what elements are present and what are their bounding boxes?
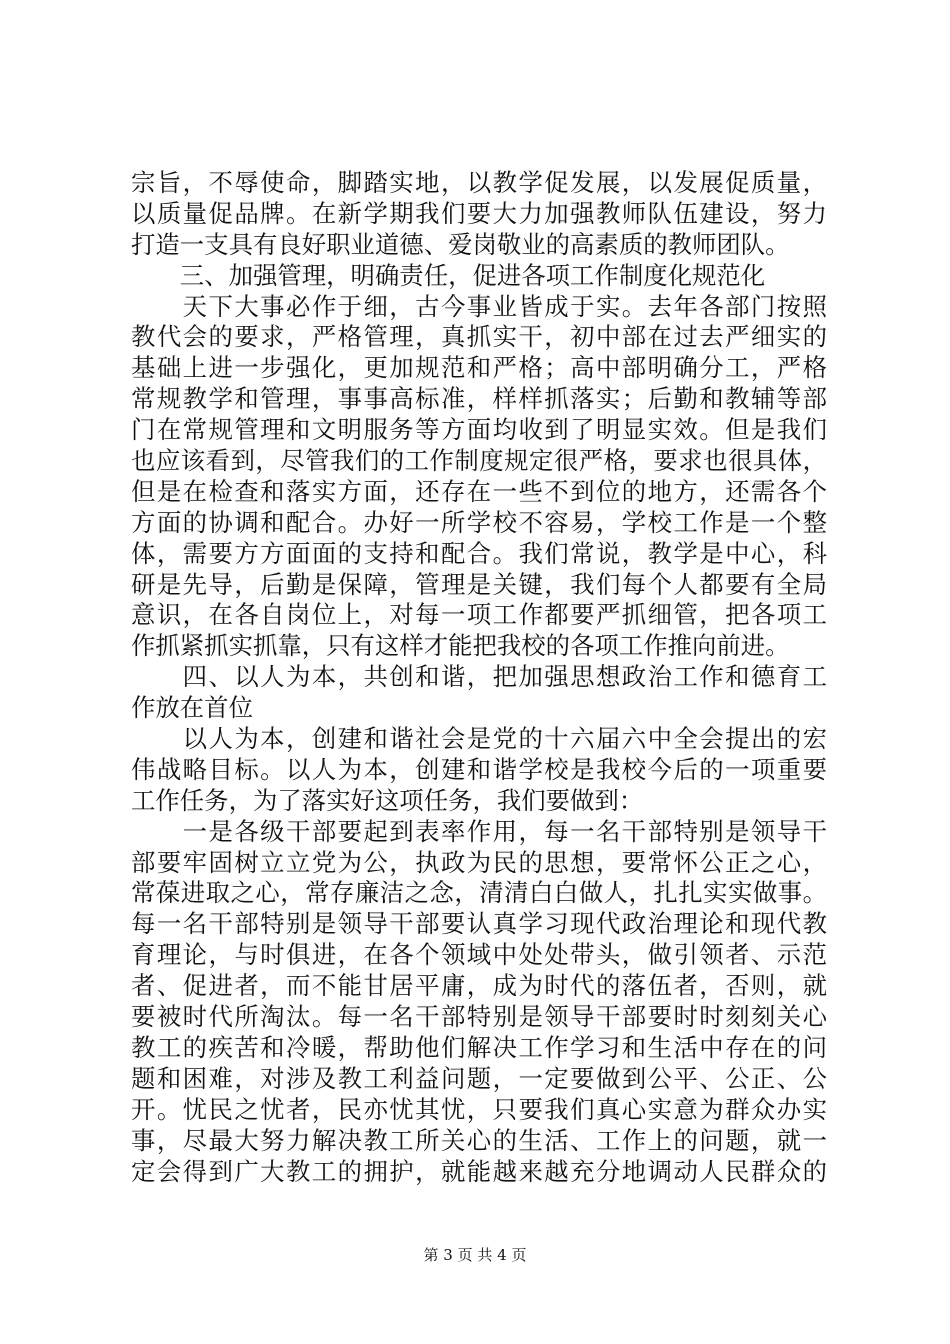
text-line: 开。忧民之忧者，民亦忧其忧，只要我们真心实意为群众办实 — [131, 1094, 827, 1124]
text-line: 以质量促品牌。在新学期我们要大力加强教师队伍建设，努力 — [131, 198, 827, 228]
text-line: 但是在检查和落实方面，还存在一些不到位的地方，还需各个 — [131, 476, 827, 506]
text-line: 也应该看到，尽管我们的工作制度规定很严格，要求也很具体， — [131, 446, 827, 476]
text-line: 门在常规管理和文明服务等方面均收到了明显实效。但是我们 — [131, 415, 827, 445]
text-line: 定会得到广大教工的拥护，就能越来越充分地调动人民群众的 — [131, 1156, 827, 1186]
text-line: 方面的协调和配合。办好一所学校不容易，学校工作是一个整 — [131, 507, 827, 537]
text-line: 一是各级干部要起到表率作用，每一名干部特别是领导干 — [131, 816, 827, 846]
text-line: 题和困难，对涉及教工利益问题，一定要做到公平、公正、公 — [131, 1063, 827, 1093]
text-line: 每一名干部特别是领导干部要认真学习现代政治理论和现代教 — [131, 909, 827, 939]
body-text — [131, 168, 827, 1187]
text-line: 意识，在各自岗位上，对每一项工作都要严抓细管，把各项工 — [131, 600, 827, 630]
text-line: 基础上进一步强化，更加规范和严格；高中部明确分工，严格 — [131, 353, 827, 383]
page-number-footer: 第 3 页 共 4 页 — [423, 1246, 527, 1264]
text-line: 天下大事必作于细，古今事业皆成于实。去年各部门按照 — [131, 291, 827, 321]
text-line: 作抓紧抓实抓靠，只有这样才能把我校的各项工作推向前进。 — [131, 631, 790, 661]
text-line: 研是先导，后勤是保障，管理是关键，我们每个人都要有全局 — [131, 569, 827, 599]
text-line: 者、促进者，而不能甘居平庸，成为时代的落伍者，否则，就 — [131, 971, 827, 1001]
text-line: 常葆进取之心，常存廉洁之念，清清白白做人，扎扎实实做事。 — [131, 878, 827, 908]
text-line: 三、加强管理，明确责任，促进各项工作制度化规范化 — [131, 260, 766, 290]
text-line: 四、以人为本，共创和谐，把加强思想政治工作和德育工 — [131, 662, 827, 692]
text-line: 部要牢固树立立党为公，执政为民的思想，要常怀公正之心， — [131, 847, 827, 877]
text-line: 教工的疾苦和冷暖，帮助他们解决工作学习和生活中存在的问 — [131, 1032, 827, 1062]
text-line: 作放在首位 — [131, 693, 253, 723]
text-line: 打造一支具有良好职业道德、爱岗敬业的高素质的教师团队。 — [131, 229, 790, 259]
text-line: 事，尽最大努力解决教工所关心的生活、工作上的问题，就一 — [131, 1125, 827, 1155]
text-line: 要被时代所淘汰。每一名干部特别是领导干部要时时刻刻关心 — [131, 1002, 827, 1032]
text-line: 工作任务，为了落实好这项任务，我们要做到： — [131, 785, 644, 815]
text-line: 育理论，与时俱进，在各个领域中处处带头，做引领者、示范 — [131, 940, 827, 970]
text-line: 以人为本，创建和谐社会是党的十六届六中全会提出的宏 — [131, 724, 827, 754]
text-line: 体，需要方方面面的支持和配合。我们常说，教学是中心，科 — [131, 538, 827, 568]
text-line: 宗旨，不辱使命，脚踏实地，以教学促发展，以发展促质量， — [131, 168, 827, 197]
text-line: 伟战略目标。以人为本，创建和谐学校是我校今后的一项重要 — [131, 754, 827, 784]
text-line: 常规教学和管理，事事高标准，样样抓落实；后勤和教辅等部 — [131, 384, 827, 414]
text-line: 教代会的要求，严格管理，真抓实干，初中部在过去严细实的 — [131, 322, 827, 352]
